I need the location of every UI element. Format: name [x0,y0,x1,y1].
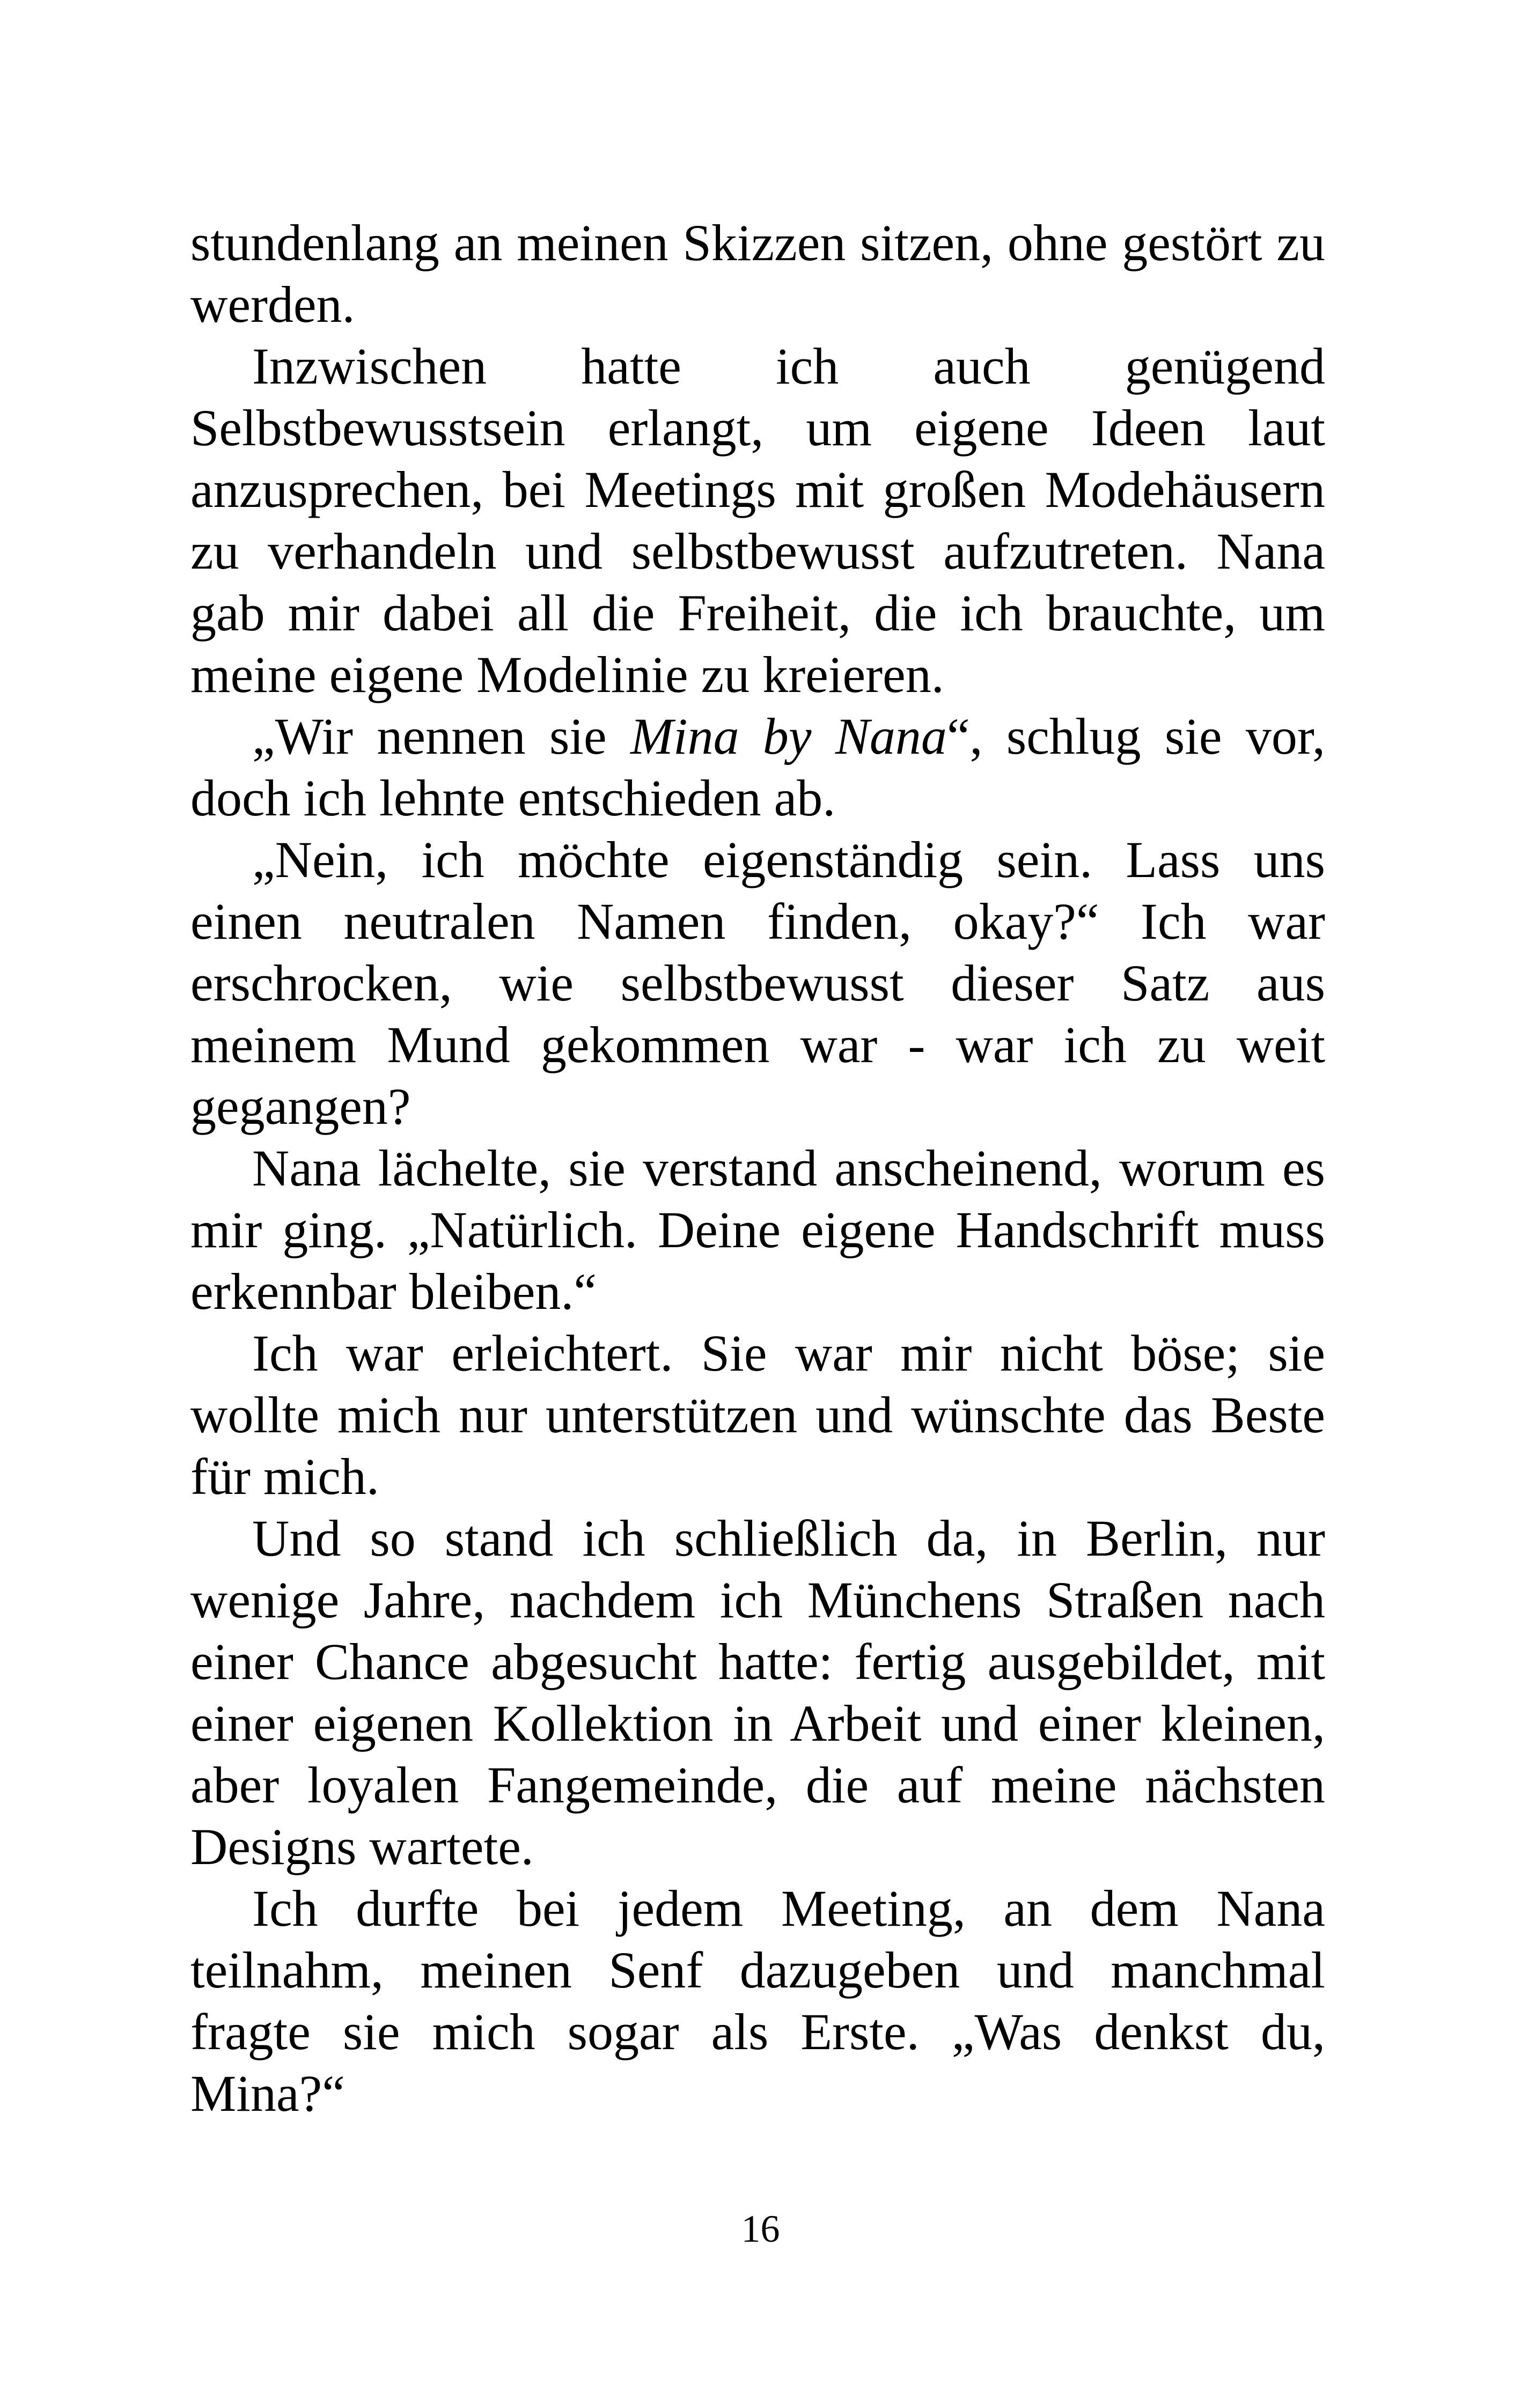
paragraph-3-after: “, schlug sie vor, doch ich lehnte entschieden ab. [190,708,1326,827]
paragraph-5: Nana lächelte, sie verstand anscheinend, worum es mir ging. „Natürlich. Deine eigene Handschrift muss erkennbar bleiben.“ [190,1139,1325,1320]
paragraph-7: Und so stand ich schließlich da, in Berlin, nur wenige Jahre, nachdem ich Münchens Straßen nach einer Chance abgesucht hatte: fertig ausgebildet, mit einer eigenen Kollektion in Arbeit und einer kleinen, aber loyalen Fangemeinde, die auf meine nächsten Designs wartete. [190,1509,1325,1875]
paragraph-4: „Nein, ich möchte eigenständig sein. Lass uns einen neutralen Namen finden, okay?“ Ich war erschrocken, wie selbstbewusst dieser Satz aus meinem Mund gekommen war - war ich zu weit gegangen? [190,831,1325,1135]
paragraph-6: Ich war erleichtert. Sie war mir nicht böse; sie wollte mich nur unterstützen und wünschte das Beste für mich. [190,1324,1325,1505]
paragraph-2: Inzwischen hatte ich auch genügend Selbstbewusstsein erlangt, um eigene Ideen laut anzusprechen, bei Meetings mit großen Modehäusern zu verhandeln und selbstbewusst aufzutreten. Nana gab mir dabei all die Freiheit, die ich brauchte, um meine eigene Modelinie zu kreieren. [190,337,1325,703]
paragraph-3-italic-title: Mina by Nana [630,708,947,765]
body-text [190,212,1325,2124]
page-number: 16 [741,2207,780,2250]
paragraph-3-before: „Wir nennen sie [252,708,630,765]
paragraph-3 [190,705,1325,829]
paragraph-1: stundenlang an meinen Skizzen sitzen, ohne gestört zu werden. [190,214,1325,333]
paragraph-8: Ich durfte bei jedem Meeting, an dem Nana teilnahm, meinen Senf dazugeben und manchmal fragte sie mich sogar als Erste. „Was denkst du, Mina?“ [190,1880,1325,2122]
